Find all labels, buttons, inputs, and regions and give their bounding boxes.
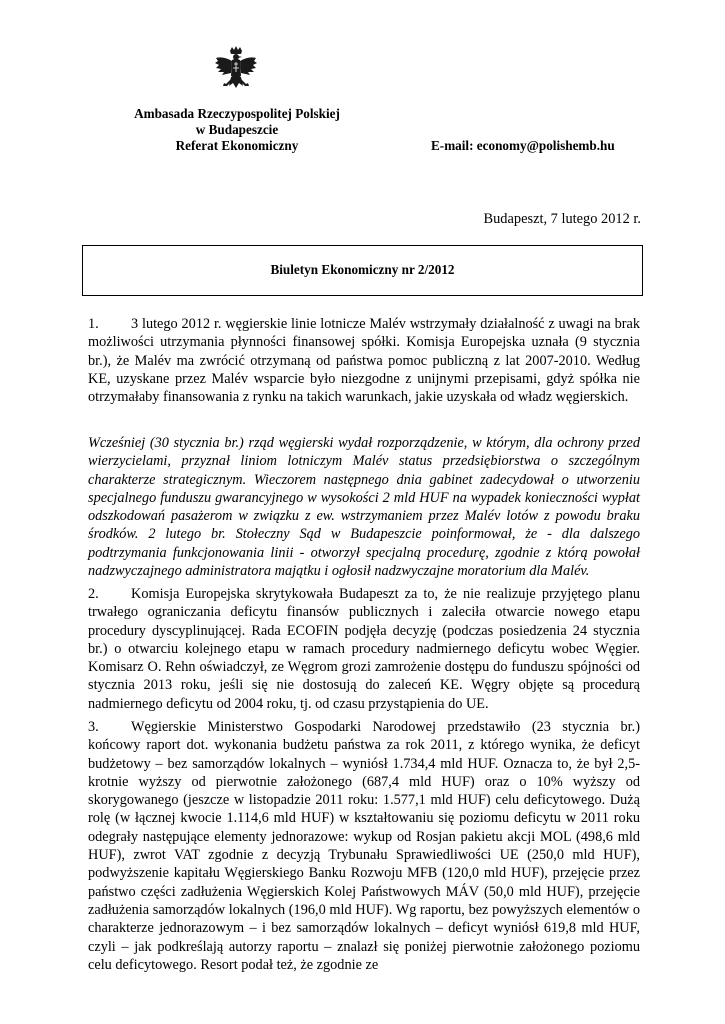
- item-2-number: 2.: [88, 586, 99, 602]
- embassy-department: Referat Ekonomiczny: [175, 138, 299, 153]
- item-1-text: 3 lutego 2012 r. węgierskie linie lotnicze Malév wstrzymały działalność z uwagi na brak możliwości utrzymania płynności finansowej spółki. Komisja Europejska uznała (9 stycznia br.), że Malév ma zwrócić otrzymaną od państwa pomoc publiczną z lat 2007-2010. Według KE, uzyskane przez Malév wsparcie było niezgodne z unijnymi przepisami, gdyż spółka nie otrzymałaby finansowania z rynku na takich warunkach, jakie uzyskała od władz węgierskich.: [88, 316, 640, 406]
- embassy-header: [110, 106, 364, 154]
- item-2-text: Komisja Europejska skrytykowała Budapeszt za to, że nie realizuje przyjętego planu trwałego ograniczania deficytu finansów publicznych i zaleciła otwarcie nowego etapu procedury dyscyplinującej. Rada ECOFIN podjęła decyzję (podczas posiedzenia 24 stycznia br.) o otwarciu kolejnego etapu w ramach procedury nadmiernego deficytu wobec Węgier. Komisarz O. Rehn oświadczył, ze Węgrom grozi zamrożenie dostępu do funduszu spójności od stycznia 2013 roku, jeśli się nie dostosują do zaleceń KE. Węgry objęte są procedurą nadmiernego deficytu od 2004 roku, tj. od czasu przystąpienia do UE.: [88, 586, 640, 712]
- contact-email: E-mail: economy@polishemb.hu: [431, 138, 615, 153]
- item-3-number: 3.: [88, 719, 99, 735]
- bulletin-title: Biuletyn Ekonomiczny nr 2/2012: [270, 262, 455, 277]
- item-1-paragraph: [88, 315, 640, 406]
- polish-eagle-emblem-icon: [213, 46, 259, 98]
- item-1-italic-paragraph: Wcześniej (30 stycznia br.) rząd węgierski wydał rozporządzenie, w którym, dla ochrony przed wierzycielami, przyznał liniom lotniczym Malév status przedsiębiorstwa o szczególnym charakterze strategicznym. Wieczorem następnego dnia gabinet zadecydował o utworzeniu specjalnego funduszu gwarancyjnego w wysokości 2 mld HUF na wypadek konieczności wypłat odszkodowań pasażerom w związku z ew. wstrzymaniem przez Malév lotów z powodu braku środków. 2 lutego br. Stołeczny Sąd w Budapeszcie poinformował, że - dla dalszego podtrzymania funkcjonowania linii - otworzył specjalną procedurę, zgodnie z którą powołał nadzwyczajnego administratora majątku i ogłosił nadzwyczajne moratorium dla Malév.: [88, 435, 640, 580]
- item-3-paragraph: [88, 718, 640, 974]
- item-1-number: 1.: [88, 316, 99, 332]
- document-date: Budapeszt, 7 lutego 2012 r.: [483, 211, 641, 227]
- title-box: [82, 245, 643, 296]
- embassy-name: Ambasada Rzeczypospolitej Polskiej: [134, 106, 340, 121]
- item-2-paragraph: [88, 585, 640, 713]
- item-3-text: Węgierskie Ministerstwo Gospodarki Narodowej przedstawiło (23 stycznia br.) końcowy raport dot. wykonania budżetu państwa za rok 2011, z którego wynika, że deficyt budżetowy – bez samorządów lokalnych – wyniósł 1.734,4 mld HUF. Oznacza to, że był 2,5-krotnie wyższy od pierwotnie założonego (687,4 mld HUF) oraz o 10% wyższy od skorygowanego (jeszcze w listopadzie 2011 roku: 1.577,1 mld HUF) celu deficytowego. Dużą rolę (w łącznej kwocie 1.114,6 mld HUF) w kształtowaniu się poziomu deficytu w 2011 roku odegrały następujące elementy jednorazowe: wykup od Rosjan pakietu akcji MOL (498,6 mld HUF), zwrot VAT zgodnie z decyzją Trybunału Sprawiedliwości UE (250,0 mld HUF), podwyższenie kapitału Węgierskiego Banku Rozwoju MFB (120,0 mld HUF), przejęcie przez państwo części zadłużenia Węgierskich Kolej Państwowych MÁV (50,0 mld HUF), przejęcie zadłużenia samorządów lokalnych (196,0 mld HUF). Wg raportu, bez powyższych elementów o charakterze jednorazowym – i bez samorządów lokalnych – deficyt wyniósł 619,8 mld HUF, czyli – jak podkreślają autorzy raportu – znalazł się poniżej pierwotnie założonego poziomu celu deficytowego. Resort podał też, że zgodnie ze: [88, 719, 640, 973]
- embassy-city: w Budapeszcie: [195, 122, 279, 137]
